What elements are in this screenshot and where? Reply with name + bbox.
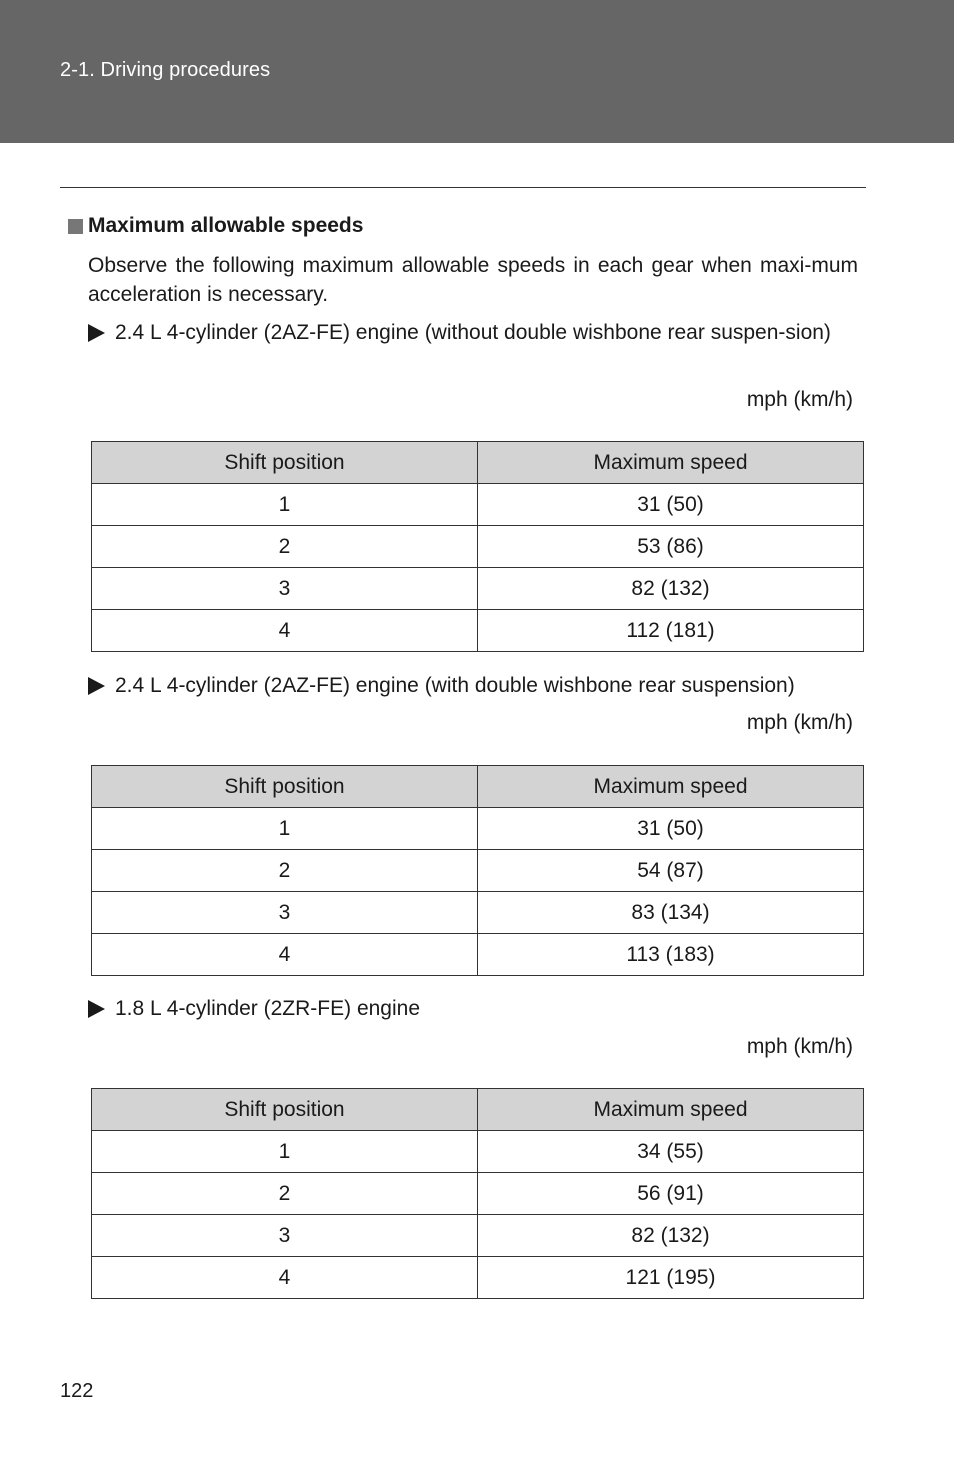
column-header-maximum-speed: Maximum speed: [478, 1089, 864, 1131]
maximum-speed-cell: 54 (87): [478, 850, 864, 892]
table-row: [92, 808, 864, 850]
table-header-row: [92, 766, 864, 808]
column-header-shift-position: Shift position: [92, 766, 478, 808]
maximum-speed-cell: 113 (183): [478, 934, 864, 976]
table-header-row: [92, 442, 864, 484]
section-title: 2-1. Driving procedures: [60, 59, 271, 81]
shift-position-cell: 1: [92, 1131, 478, 1173]
square-bullet-icon: [68, 219, 83, 234]
speed-table-3: [91, 1088, 864, 1299]
triangle-bullet-icon: [88, 677, 105, 695]
unit-label: mph (km/h): [746, 1035, 853, 1058]
table-row: [92, 568, 864, 610]
shift-position-cell: 3: [92, 568, 478, 610]
shift-position-cell: 1: [92, 484, 478, 526]
shift-position-cell: 3: [92, 892, 478, 934]
table-row: [92, 526, 864, 568]
shift-position-cell: 1: [92, 808, 478, 850]
maximum-speed-cell: 53 (86): [478, 526, 864, 568]
maximum-speed-cell: 112 (181): [478, 610, 864, 652]
table-caption-text: 2.4 L 4-cylinder (2AZ-FE) engine (without double wishbone rear suspen-sion): [115, 321, 831, 344]
divider: [60, 187, 866, 188]
table-row: [92, 850, 864, 892]
triangle-bullet-icon: [88, 1000, 105, 1018]
unit-label: mph (km/h): [746, 388, 853, 411]
header-band: [0, 0, 954, 143]
maximum-speed-cell: 31 (50): [478, 808, 864, 850]
column-header-maximum-speed: Maximum speed: [478, 766, 864, 808]
shift-position-cell: 2: [92, 526, 478, 568]
column-header-shift-position: Shift position: [92, 442, 478, 484]
maximum-speed-cell: 34 (55): [478, 1131, 864, 1173]
shift-position-cell: 4: [92, 1257, 478, 1299]
page-number: 122: [60, 1380, 94, 1402]
maximum-speed-cell: 56 (91): [478, 1173, 864, 1215]
table-caption-text: 1.8 L 4-cylinder (2ZR-FE) engine: [115, 997, 421, 1020]
table-header-row: [92, 1089, 864, 1131]
table-row: [92, 892, 864, 934]
section-heading: [68, 214, 363, 238]
table-row: [92, 484, 864, 526]
table-caption-text: 2.4 L 4-cylinder (2AZ-FE) engine (with double wishbone rear suspension): [115, 674, 795, 697]
shift-position-cell: 2: [92, 850, 478, 892]
speed-table-2: [91, 765, 864, 976]
maximum-speed-cell: 83 (134): [478, 892, 864, 934]
intro-paragraph: Observe the following maximum allowable speeds in each gear when maxi-mum acceleration is necessary.: [88, 254, 858, 306]
maximum-speed-cell: 31 (50): [478, 484, 864, 526]
table-row: [92, 1173, 864, 1215]
table-row: [92, 1257, 864, 1299]
maximum-speed-cell: 82 (132): [478, 1215, 864, 1257]
column-header-maximum-speed: Maximum speed: [478, 442, 864, 484]
table-row: [92, 934, 864, 976]
triangle-bullet-icon: [88, 324, 105, 342]
maximum-speed-cell: 121 (195): [478, 1257, 864, 1299]
section-heading-text: Maximum allowable speeds: [88, 214, 364, 237]
shift-position-cell: 2: [92, 1173, 478, 1215]
column-header-shift-position: Shift position: [92, 1089, 478, 1131]
table-caption-1: [88, 318, 858, 347]
table-caption-3: [88, 994, 858, 1023]
maximum-speed-cell: 82 (132): [478, 568, 864, 610]
shift-position-cell: 3: [92, 1215, 478, 1257]
speed-table-1: [91, 441, 864, 652]
shift-position-cell: 4: [92, 610, 478, 652]
table-row: [92, 1131, 864, 1173]
unit-label: mph (km/h): [746, 711, 853, 734]
shift-position-cell: 4: [92, 934, 478, 976]
table-row: [92, 1215, 864, 1257]
table-caption-2: [88, 671, 858, 700]
table-row: [92, 610, 864, 652]
